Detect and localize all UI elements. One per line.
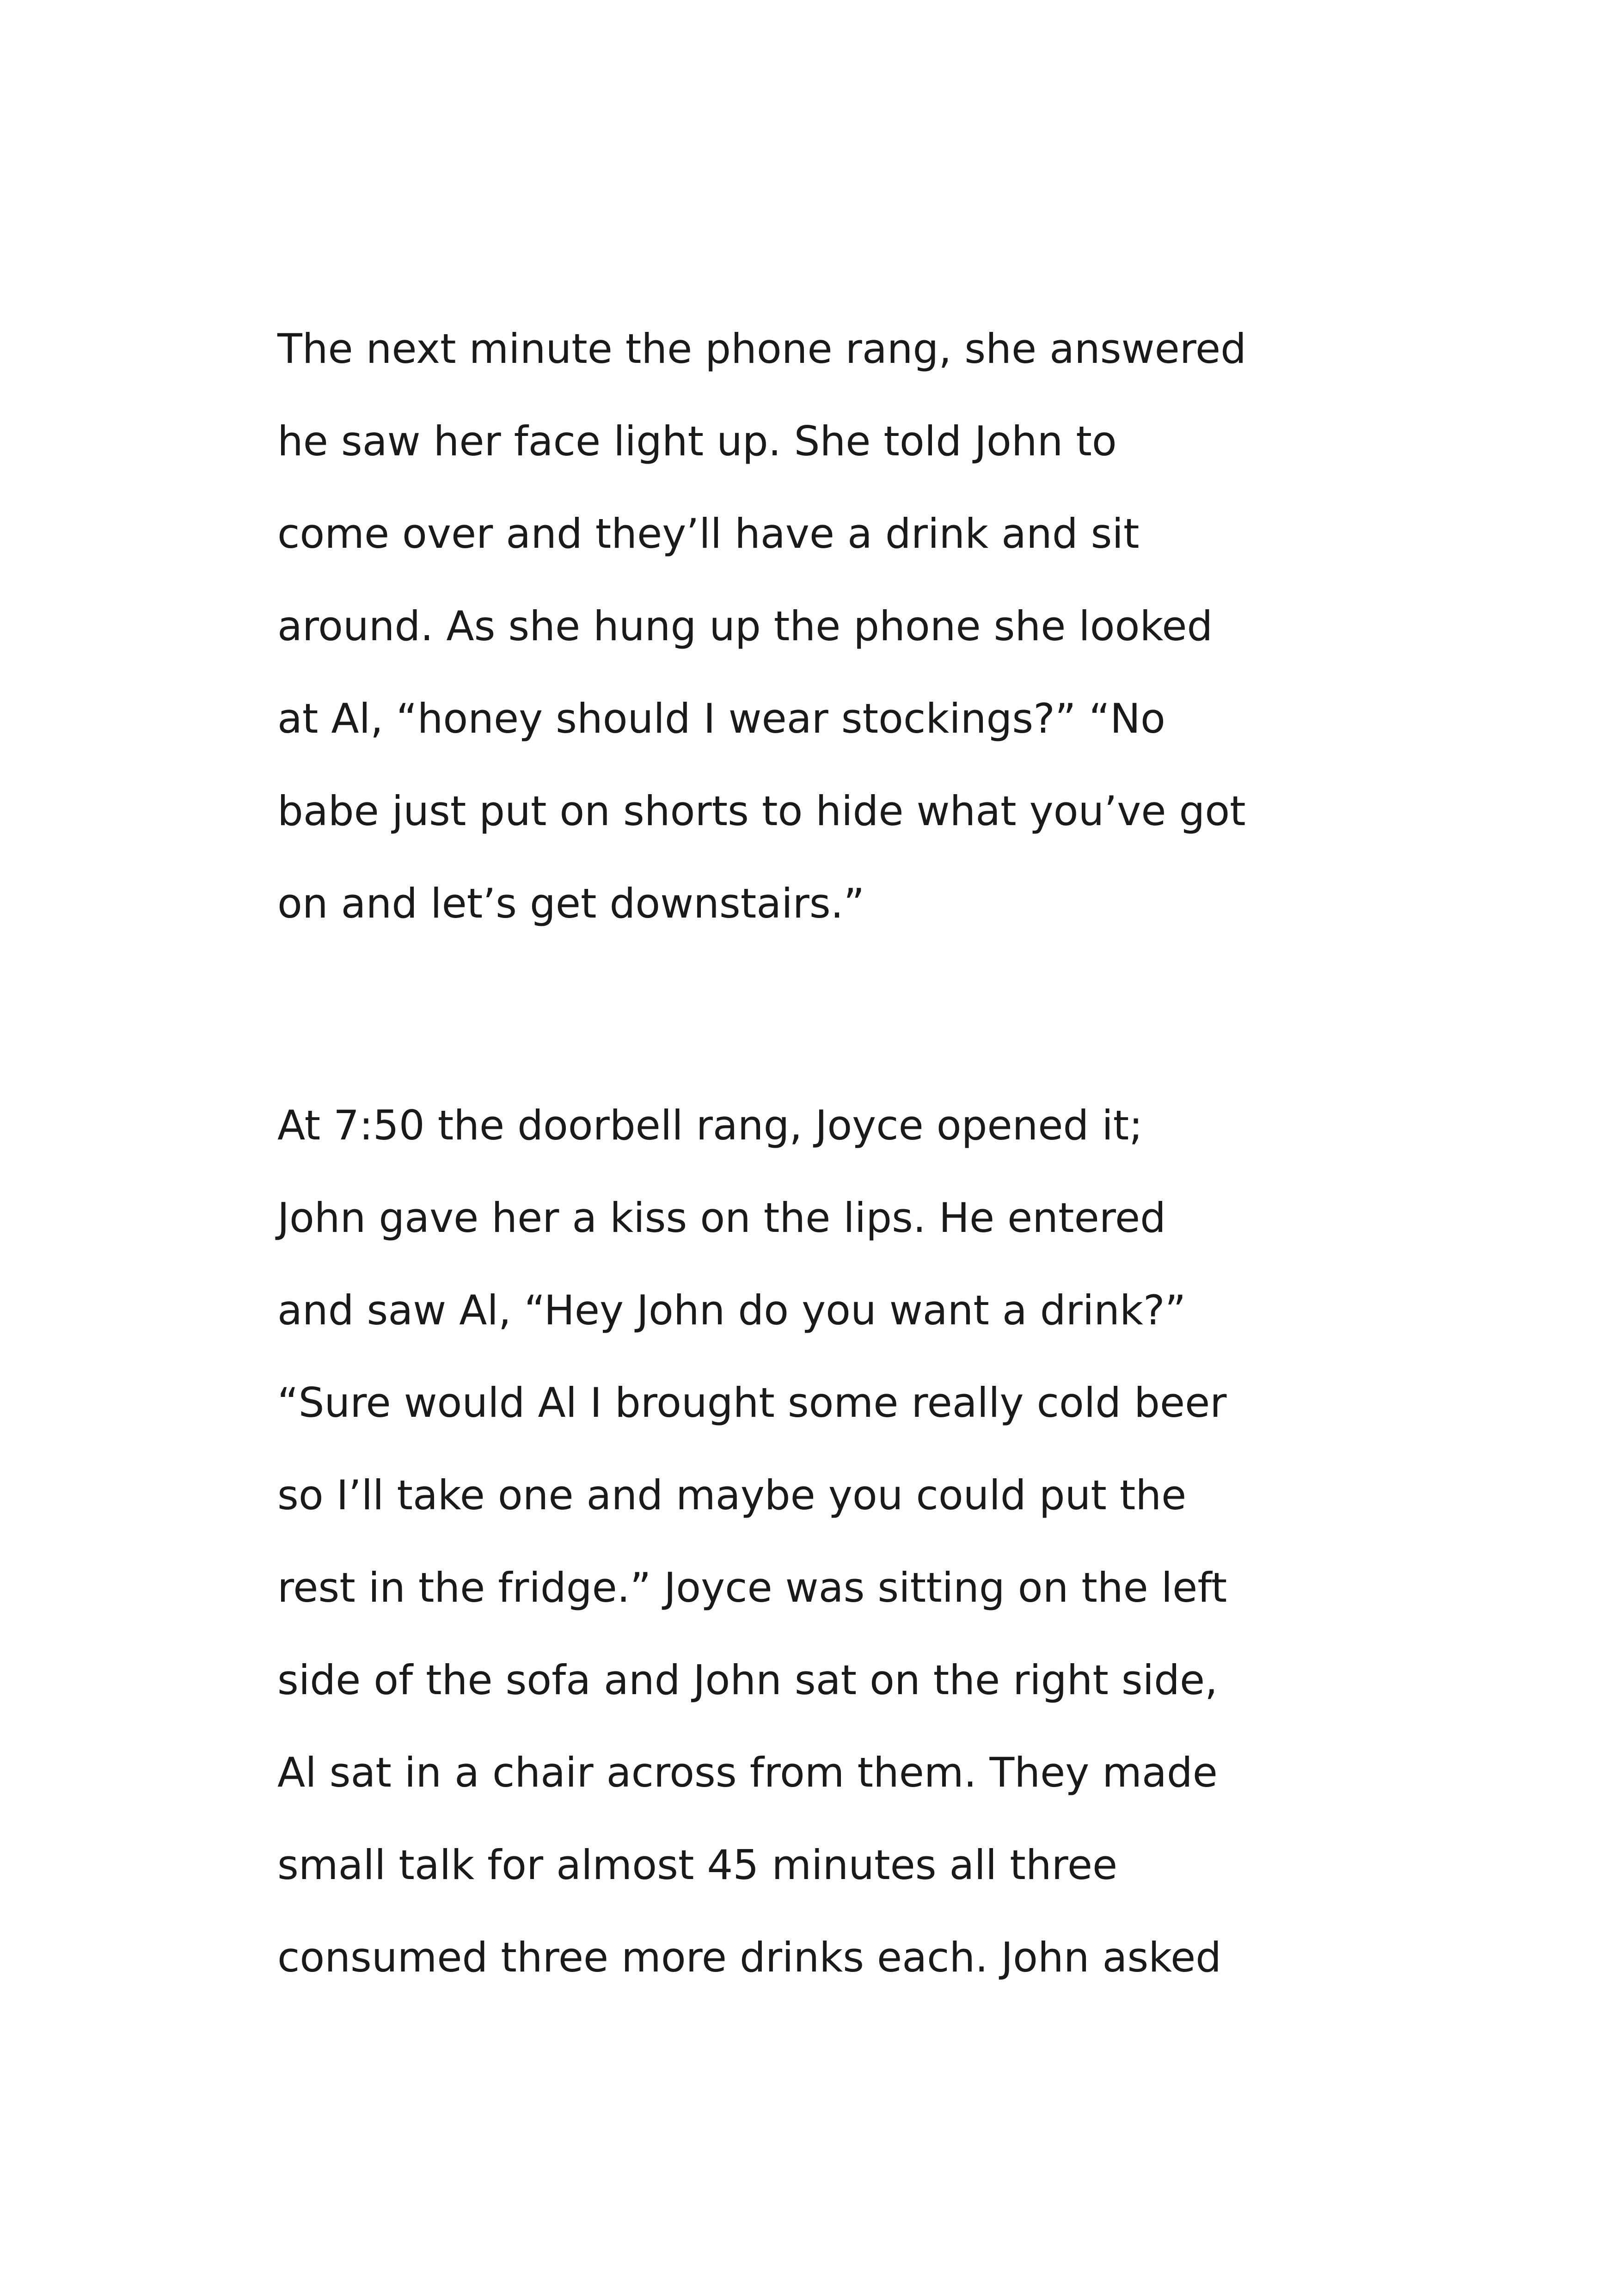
text-line: consumed three more drinks each. John asked bbox=[277, 1934, 1222, 1981]
text-line: at Al, “honey should I wear stockings?” “No bbox=[277, 695, 1165, 742]
text-line: so I’ll take one and maybe you could put the bbox=[277, 1471, 1187, 1519]
text-line: rest in the fridge.” Joyce was sitting on the left bbox=[277, 1564, 1227, 1611]
text-line: side of the sofa and John sat on the right side, bbox=[277, 1656, 1218, 1704]
text-line: At 7:50 the doorbell rang, Joyce opened it; bbox=[277, 1102, 1143, 1149]
text-line: Al sat in a chair across from them. They made bbox=[277, 1749, 1218, 1796]
paragraph bbox=[277, 303, 1396, 950]
text-line: come over and they’ll have a drink and sit bbox=[277, 510, 1140, 557]
paragraph bbox=[277, 1079, 1396, 2004]
text-line: “Sure would Al I brought some really cold beer bbox=[277, 1379, 1227, 1427]
text-line: around. As she hung up the phone she looked bbox=[277, 602, 1213, 650]
text-line: John gave her a kiss on the lips. He entered bbox=[277, 1194, 1166, 1242]
text-line: babe just put on shorts to hide what you’ve got bbox=[277, 787, 1246, 835]
text-line: on and let’s get downstairs.” bbox=[277, 880, 865, 927]
text-line: and saw Al, “Hey John do you want a drink?” bbox=[277, 1286, 1186, 1334]
text-line: small talk for almost 45 minutes all three bbox=[277, 1841, 1118, 1889]
text-line: he saw her face light up. She told John to bbox=[277, 417, 1117, 465]
text-line: The next minute the phone rang, she answered bbox=[277, 325, 1246, 373]
